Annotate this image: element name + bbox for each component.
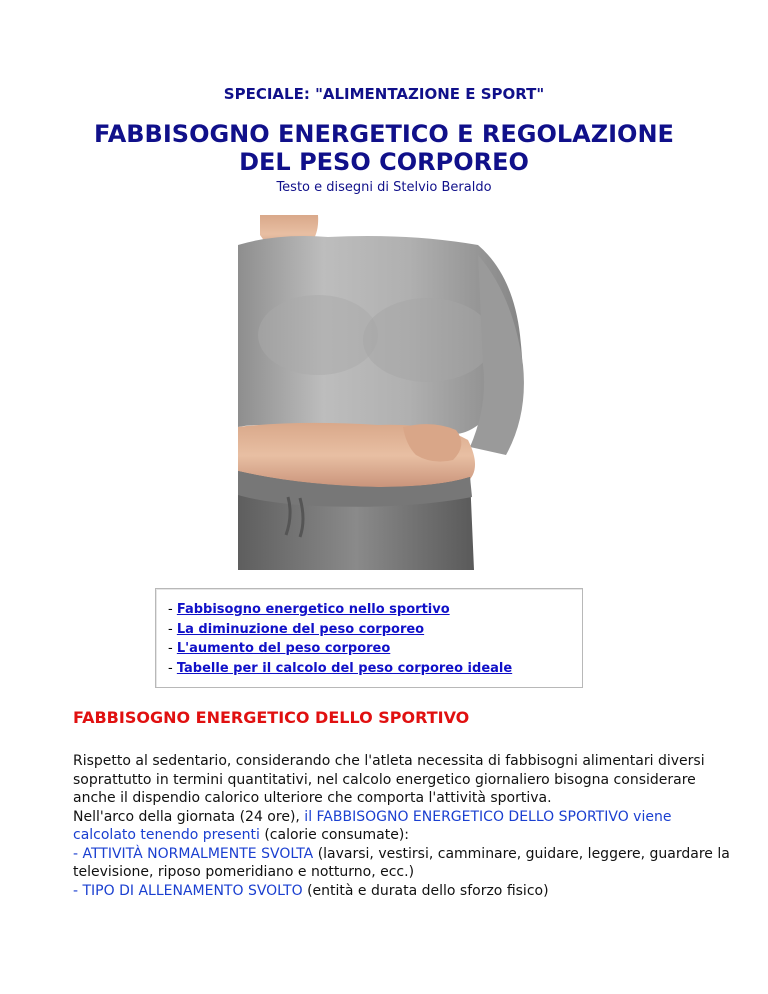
text-span: Nell'arco della giornata (24 ore), bbox=[73, 808, 300, 825]
paragraph-normal-activity bbox=[73, 845, 733, 882]
text-span: (lavarsi, vestirsi, camminare, guidare, leggere, guardare la televisione, riposo pomeridiano e notturno, ecc.) bbox=[73, 845, 730, 880]
author-byline: Testo e disegni di Stelvio Beraldo bbox=[276, 180, 492, 195]
toc-item bbox=[168, 600, 582, 620]
toc-link-weight-loss[interactable]: La diminuzione del peso corporeo bbox=[176, 621, 425, 637]
toc-link-weight-gain[interactable]: L'aumento del peso corporeo bbox=[176, 641, 391, 656]
section-heading: FABBISOGNO ENERGETICO DELLO SPORTIVO bbox=[73, 708, 470, 727]
text-span: (calorie consumate): bbox=[259, 827, 410, 843]
paragraph-daily-needs bbox=[73, 808, 733, 845]
toc-item bbox=[168, 639, 582, 659]
toc-link-ideal-weight-tables[interactable]: Tabelle per il calcolo del peso corporeo ideale bbox=[176, 660, 513, 676]
paragraph-intro: Rispetto al sedentario, considerando che l'atleta necessita di fabbisogni alimentari diversi soprattutto in termini quantitativi, nel calcolo energetico giornaliero bisogna considerare anche il dispendio calorico ulteriore che comporta l'attività sportiva. bbox=[73, 753, 705, 806]
text-span: (entità e durata dello sforzo fisico) bbox=[302, 882, 549, 899]
toc-bullet: - bbox=[168, 602, 173, 617]
toc-bullet: - bbox=[168, 641, 173, 656]
section-body bbox=[73, 752, 733, 900]
toc-bullet: - bbox=[168, 660, 173, 676]
highlight-text: il FABBISOGNO ENERGETICO DELLO SPORTIVO viene calcolato tenendo presenti bbox=[73, 808, 672, 843]
special-kicker: SPECIALE: "ALIMENTAZIONE E SPORT" bbox=[223, 85, 545, 103]
table-of-contents bbox=[155, 588, 583, 688]
person-photo-illustration bbox=[238, 215, 528, 570]
toc-item bbox=[168, 620, 582, 640]
page-title bbox=[0, 120, 768, 176]
toc-item bbox=[168, 659, 582, 679]
page-title-line2: DEL PESO CORPOREO bbox=[239, 148, 529, 176]
highlight-text: - ATTIVITÀ NORMALMENTE SVOLTA bbox=[73, 845, 314, 862]
paragraph-training-type bbox=[73, 882, 733, 901]
hero-photo bbox=[238, 215, 528, 570]
toc-link-energy-needs[interactable]: Fabbisogno energetico nello sportivo bbox=[176, 602, 450, 617]
highlight-text: - TIPO DI ALLENAMENTO SVOLTO bbox=[73, 882, 303, 899]
toc-bullet: - bbox=[168, 621, 173, 637]
page-title-line1: FABBISOGNO ENERGETICO E REGOLAZIONE bbox=[94, 120, 674, 148]
